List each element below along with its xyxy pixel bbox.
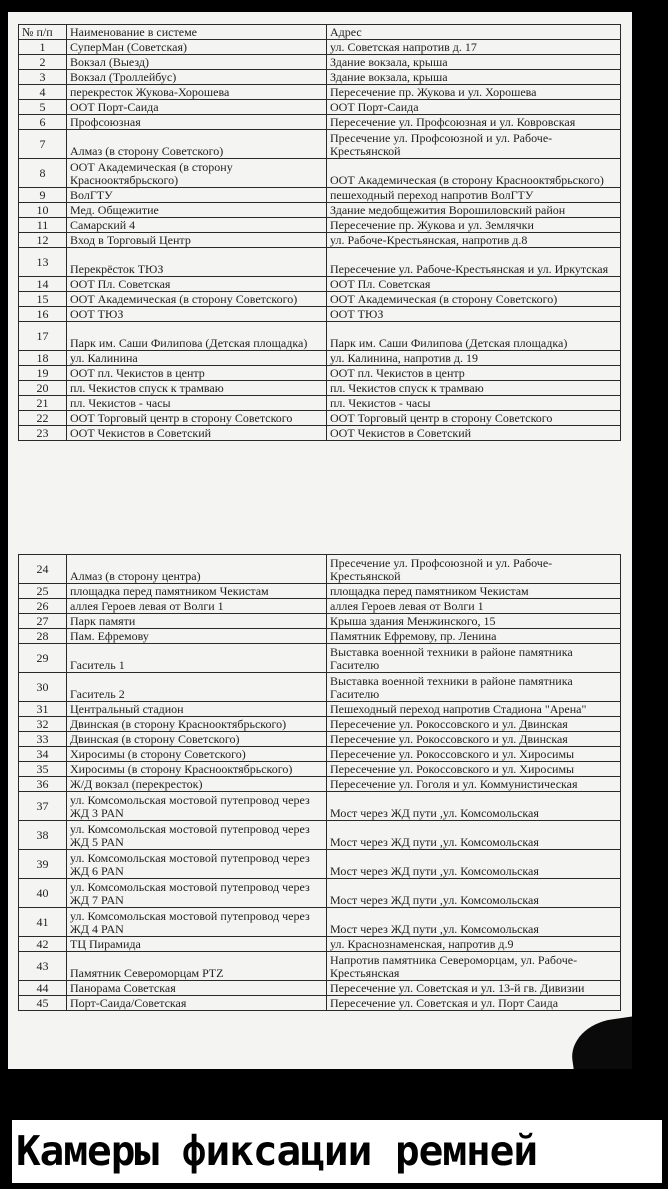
cell-name: Хиросимы (в сторону Советского) [67, 747, 327, 762]
cell-address: пл. Чекистов - часы [327, 396, 621, 411]
cell-address: Мост через ЖД пути ,ул. Комсомольская [327, 879, 621, 908]
table-row [19, 599, 621, 614]
table-row [19, 159, 621, 188]
table-header-row [19, 25, 621, 40]
cell-name: СуперМан (Советская) [67, 40, 327, 55]
cell-address: Мост через ЖД пути ,ул. Комсомольская [327, 792, 621, 821]
cell-address: Пресечение ул. Профсоюзной и ул. Рабоче-Крестьянской [327, 555, 621, 584]
cell-name: ООТ Пл. Советская [67, 277, 327, 292]
table-row [19, 777, 621, 792]
cell-num: 30 [19, 673, 67, 702]
cell-name: ул. Комсомольская мостовой путепровод через ЖД 6 PAN [67, 850, 327, 879]
cell-name: пл. Чекистов спуск к трамваю [67, 381, 327, 396]
table-row [19, 702, 621, 717]
cell-num: 14 [19, 277, 67, 292]
cell-num: 34 [19, 747, 67, 762]
cell-num: 11 [19, 218, 67, 233]
cell-address: ул. Калинина, напротив д. 19 [327, 351, 621, 366]
cell-name: ООТ Академическая (в сторону Советского) [67, 292, 327, 307]
cell-num: 24 [19, 555, 67, 584]
cell-name: ул. Комсомольская мостовой путепровод через ЖД 4 PAN [67, 908, 327, 937]
cell-name: ООТ пл. Чекистов в центр [67, 366, 327, 381]
cell-num: 13 [19, 248, 67, 277]
cell-name: ООТ Порт-Саида [67, 100, 327, 115]
cell-address: Парк им. Саши Филипова (Детская площадка) [327, 322, 621, 351]
cell-name: Парк им. Саши Филипова (Детская площадка) [67, 322, 327, 351]
cell-address: Пересечение ул. Профсоюзная и ул. Ковровская [327, 115, 621, 130]
cell-address: Здание медобщежития Ворошиловский район [327, 203, 621, 218]
cell-address: ООТ Академическая (в сторону Краснооктябрьского) [327, 159, 621, 188]
table-row [19, 115, 621, 130]
cell-num: 12 [19, 233, 67, 248]
cell-name: ООТ Чекистов в Советский [67, 426, 327, 441]
table-row [19, 411, 621, 426]
cell-name: ООТ Академическая (в сторону Краснооктябрьского) [67, 159, 327, 188]
camera-table-part-2 [18, 554, 621, 1011]
cell-num: 4 [19, 85, 67, 100]
table-row [19, 130, 621, 159]
cell-address: Пересечение ул. Рабоче-Крестьянская и ул. Иркутская [327, 248, 621, 277]
cell-num: 29 [19, 644, 67, 673]
cell-num: 37 [19, 792, 67, 821]
cell-address: Пешеходный переход напротив Стадиона "Арена" [327, 702, 621, 717]
cell-address: Пересечение ул. Советская и ул. Порт Саида [327, 996, 621, 1011]
table-row [19, 307, 621, 322]
cell-address: Пересечение ул. Советская и ул. 13-й гв. Дивизии [327, 981, 621, 996]
table-row [19, 40, 621, 55]
cell-address: Здание вокзала, крыша [327, 70, 621, 85]
cell-address: ООТ Чекистов в Советский [327, 426, 621, 441]
cell-num: 1 [19, 40, 67, 55]
cell-num: 20 [19, 381, 67, 396]
cell-num: 15 [19, 292, 67, 307]
cell-name: ул. Калинина [67, 351, 327, 366]
cell-num: 31 [19, 702, 67, 717]
cell-address: Пересечение ул. Рокоссовского и ул. Хиросимы [327, 762, 621, 777]
table-body-part-1 [19, 25, 621, 441]
cell-name: Самарский 4 [67, 218, 327, 233]
cell-address: Здание вокзала, крыша [327, 55, 621, 70]
cell-address: пл. Чекистов спуск к трамваю [327, 381, 621, 396]
cell-name: Вокзал (Троллейбус) [67, 70, 327, 85]
table-row [19, 614, 621, 629]
table-row [19, 792, 621, 821]
table-row [19, 366, 621, 381]
cell-address: Пересечение ул. Рокоссовского и ул. Хиросимы [327, 747, 621, 762]
header-num: № п/п [19, 25, 67, 40]
cell-address: Пресечение ул. Профсоюзной и ул. Рабоче-Крестьянской [327, 130, 621, 159]
cell-address: ООТ Порт-Саида [327, 100, 621, 115]
cell-name: Центральный стадион [67, 702, 327, 717]
table-row [19, 218, 621, 233]
cell-address: ул. Советская напротив д. 17 [327, 40, 621, 55]
cell-address: ООТ пл. Чекистов в центр [327, 366, 621, 381]
cell-name: Вокзал (Выезд) [67, 55, 327, 70]
cell-name: Хиросимы (в сторону Краснооктябрьского) [67, 762, 327, 777]
header-name: Наименование в системе [67, 25, 327, 40]
table-row [19, 850, 621, 879]
cell-name: Мед. Общежитие [67, 203, 327, 218]
cell-name: Алмаз (в сторону центра) [67, 555, 327, 584]
table-row [19, 673, 621, 702]
cell-address: Пересечение пр. Жукова и ул. Землячки [327, 218, 621, 233]
cell-address: Мост через ЖД пути ,ул. Комсомольская [327, 821, 621, 850]
cell-num: 10 [19, 203, 67, 218]
cell-address: Напротив памятника Североморцам, ул. Рабоче-Крестьянская [327, 952, 621, 981]
document-sheet [8, 12, 632, 1069]
cell-name: ТЦ Пирамида [67, 937, 327, 952]
cell-address: Мост через ЖД пути ,ул. Комсомольская [327, 908, 621, 937]
cell-name: Профсоюзная [67, 115, 327, 130]
cell-name: Алмаз (в сторону Советского) [67, 130, 327, 159]
cell-address: ООТ Торговый центр в сторону Советского [327, 411, 621, 426]
cell-name: Пам. Ефремову [67, 629, 327, 644]
cell-num: 26 [19, 599, 67, 614]
table-row [19, 70, 621, 85]
table-row [19, 879, 621, 908]
table-row [19, 396, 621, 411]
cell-num: 22 [19, 411, 67, 426]
cell-name: пл. Чекистов - часы [67, 396, 327, 411]
cell-name: Парк памяти [67, 614, 327, 629]
cell-address: ООТ Академическая (в сторону Советского) [327, 292, 621, 307]
table-row [19, 762, 621, 777]
cell-name: Памятник Североморцам PTZ [67, 952, 327, 981]
table-row [19, 381, 621, 396]
table-body-part-2 [19, 555, 621, 1011]
cell-num: 41 [19, 908, 67, 937]
cell-name: Панорама Советская [67, 981, 327, 996]
page-corner-shadow [568, 1013, 632, 1069]
cell-name: ООТ Торговый центр в сторону Советского [67, 411, 327, 426]
cell-name: ул. Комсомольская мостовой путепровод через ЖД 5 PAN [67, 821, 327, 850]
camera-table-part-1 [18, 24, 621, 441]
cell-address: Пересечение ул. Рокоссовского и ул. Двинская [327, 732, 621, 747]
cell-name: площадка перед памятником Чекистам [67, 584, 327, 599]
cell-address: площадка перед памятником Чекистам [327, 584, 621, 599]
cell-address: Крыша здания Менжинского, 15 [327, 614, 621, 629]
table-row [19, 747, 621, 762]
cell-num: 42 [19, 937, 67, 952]
cell-num: 19 [19, 366, 67, 381]
table-row [19, 717, 621, 732]
cell-name: ВолГТУ [67, 188, 327, 203]
cell-address: Мост через ЖД пути ,ул. Комсомольская [327, 850, 621, 879]
cell-name: Ж/Д вокзал (перекресток) [67, 777, 327, 792]
table-row [19, 937, 621, 952]
cell-name: Двинская (в сторону Краснооктябрьского) [67, 717, 327, 732]
cell-num: 2 [19, 55, 67, 70]
cell-num: 28 [19, 629, 67, 644]
cell-name: аллея Героев левая от Волги 1 [67, 599, 327, 614]
cell-address: ул. Рабоче-Крестьянская, напротив д.8 [327, 233, 621, 248]
cell-num: 17 [19, 322, 67, 351]
cell-num: 35 [19, 762, 67, 777]
table-row [19, 55, 621, 70]
cell-name: Двинская (в сторону Советского) [67, 732, 327, 747]
table-row [19, 322, 621, 351]
cell-address: Выставка военной техники в районе памятника Гасителю [327, 644, 621, 673]
cell-name: Гаситель 1 [67, 644, 327, 673]
cell-num: 36 [19, 777, 67, 792]
cell-name: ул. Комсомольская мостовой путепровод через ЖД 7 PAN [67, 879, 327, 908]
cell-address: аллея Героев левая от Волги 1 [327, 599, 621, 614]
cell-num: 18 [19, 351, 67, 366]
table-row [19, 233, 621, 248]
cell-name: Вход в Торговый Центр [67, 233, 327, 248]
cell-num: 44 [19, 981, 67, 996]
cell-name: ООТ ТЮЗ [67, 307, 327, 322]
cell-address: Пересечение пр. Жукова и ул. Хорошева [327, 85, 621, 100]
table-row [19, 292, 621, 307]
cell-num: 38 [19, 821, 67, 850]
cell-address: Пересечение ул. Рокоссовского и ул. Двинская [327, 717, 621, 732]
cell-address: Памятник Ефремову, пр. Ленина [327, 629, 621, 644]
table-row [19, 100, 621, 115]
table-row [19, 426, 621, 441]
cell-address: ООТ Пл. Советская [327, 277, 621, 292]
table-row [19, 981, 621, 996]
table-row [19, 188, 621, 203]
cell-num: 9 [19, 188, 67, 203]
cell-num: 45 [19, 996, 67, 1011]
table-row [19, 203, 621, 218]
table-row [19, 351, 621, 366]
table-row [19, 952, 621, 981]
table-row [19, 584, 621, 599]
table-row [19, 629, 621, 644]
table-row [19, 644, 621, 673]
cell-num: 25 [19, 584, 67, 599]
cell-num: 8 [19, 159, 67, 188]
cell-name: ул. Комсомольская мостовой путепровод через ЖД 3 PAN [67, 792, 327, 821]
cell-num: 7 [19, 130, 67, 159]
cell-address: Выставка военной техники в районе памятника Гасителю [327, 673, 621, 702]
table-row [19, 996, 621, 1011]
cell-num: 33 [19, 732, 67, 747]
cell-address: пешеходный переход напротив ВолГТУ [327, 188, 621, 203]
table-row [19, 277, 621, 292]
cell-address: ул. Краснознаменская, напротив д.9 [327, 937, 621, 952]
cell-num: 3 [19, 70, 67, 85]
table-row [19, 248, 621, 277]
cell-num: 27 [19, 614, 67, 629]
table-row [19, 908, 621, 937]
cell-num: 39 [19, 850, 67, 879]
cell-name: Порт-Саида/Советская [67, 996, 327, 1011]
table-row [19, 821, 621, 850]
cell-address: Пересечение ул. Гоголя и ул. Коммунистическая [327, 777, 621, 792]
cell-num: 43 [19, 952, 67, 981]
cell-num: 23 [19, 426, 67, 441]
cell-num: 32 [19, 717, 67, 732]
header-address: Адрес [327, 25, 621, 40]
table-row [19, 85, 621, 100]
cell-num: 5 [19, 100, 67, 115]
cell-name: Гаситель 2 [67, 673, 327, 702]
cell-num: 16 [19, 307, 67, 322]
cell-name: Перекрёсток ТЮЗ [67, 248, 327, 277]
cell-address: ООТ ТЮЗ [327, 307, 621, 322]
cell-num: 21 [19, 396, 67, 411]
caption-banner: Камеры фиксации ремней [12, 1120, 662, 1183]
cell-name: перекресток Жукова-Хорошева [67, 85, 327, 100]
cell-num: 40 [19, 879, 67, 908]
table-row [19, 555, 621, 584]
table-row [19, 732, 621, 747]
cell-num: 6 [19, 115, 67, 130]
